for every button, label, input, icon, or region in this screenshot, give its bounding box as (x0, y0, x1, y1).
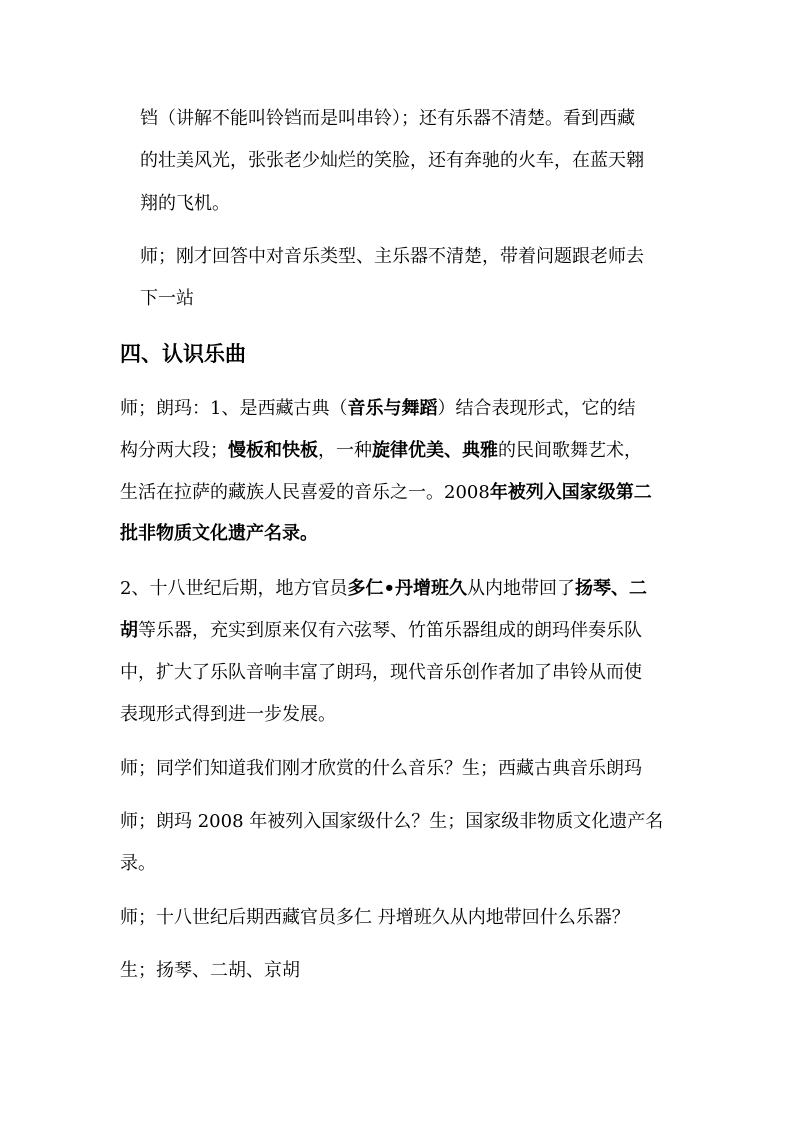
text-run: 师；朗玛：1、是西藏古典（ (120, 398, 348, 419)
bold-text-run: 批非物质文化遗产名录。 (120, 523, 318, 544)
text-run: ，一种 (318, 440, 372, 461)
text-run: 等乐器，充实到原来仅有六弦琴、竹笛乐器组成的朗玛伴奏乐队 (138, 620, 642, 641)
bold-text-run: 多仁•丹增班久 (347, 578, 467, 599)
paragraph-line (120, 523, 318, 547)
paragraph-line (120, 398, 635, 422)
qa-line: 生；扬琴、二胡、京胡 (120, 960, 300, 981)
bold-text-run: 年被列入国家级第二 (489, 482, 652, 503)
paragraph-line: 表现形式得到进一步发展。 (120, 704, 336, 725)
text-run: 2、十八世纪后期，地方官员 (120, 578, 348, 599)
bold-text-run: 慢板和快板 (228, 440, 318, 461)
bold-text-run: 音乐与舞蹈 (347, 398, 438, 419)
bold-text-run: 旋律优美、典雅 (372, 440, 498, 461)
text-run: 生活在拉萨的藏族人民喜爱的音乐之一。2008 (120, 482, 490, 503)
text-run: 的民间歌舞艺术， (498, 440, 642, 461)
paragraph-line: 师；刚才回答中对音乐类型、主乐器不清楚，带着问题跟老师去 (140, 246, 644, 267)
paragraph-line (120, 620, 642, 644)
qa-line: 录。 (120, 853, 156, 874)
paragraph-line: 中，扩大了乐队音响丰富了朗玛，现代音乐创作者加了串铃从而使 (120, 662, 642, 683)
paragraph-line (120, 440, 642, 464)
bold-text-run: 胡 (120, 620, 138, 641)
text-run: ）结合表现形式，它的结 (437, 398, 636, 419)
qa-line: 师；十八世纪后期西藏官员多仁 丹增班久从内地带回什么乐器？ (120, 907, 630, 928)
paragraph-line (120, 482, 652, 506)
qa-line: 师；同学们知道我们刚才欣赏的什么音乐？生；西藏古典音乐朗玛 (120, 758, 642, 779)
bold-text-run: 扬琴、二 (574, 578, 647, 599)
text-run: 从内地带回了 (466, 578, 575, 599)
paragraph-line (120, 578, 647, 602)
text-run: 构分两大段； (120, 440, 228, 461)
section-heading: 四、认识乐曲 (120, 342, 246, 366)
qa-line: 师；朗玛 2008 年被列入国家级什么？生；国家级非物质文化遗产名 (120, 811, 664, 832)
paragraph-line: 翔的飞机。 (140, 193, 230, 214)
paragraph-line: 的壮美风光，张张老少灿烂的笑脸，还有奔驰的火车，在蓝天翱 (140, 150, 644, 171)
paragraph-line: 下一站 (140, 288, 194, 309)
paragraph-line: 铛（讲解不能叫铃铛而是叫串铃）；还有乐器不清楚。看到西藏 (140, 108, 635, 129)
